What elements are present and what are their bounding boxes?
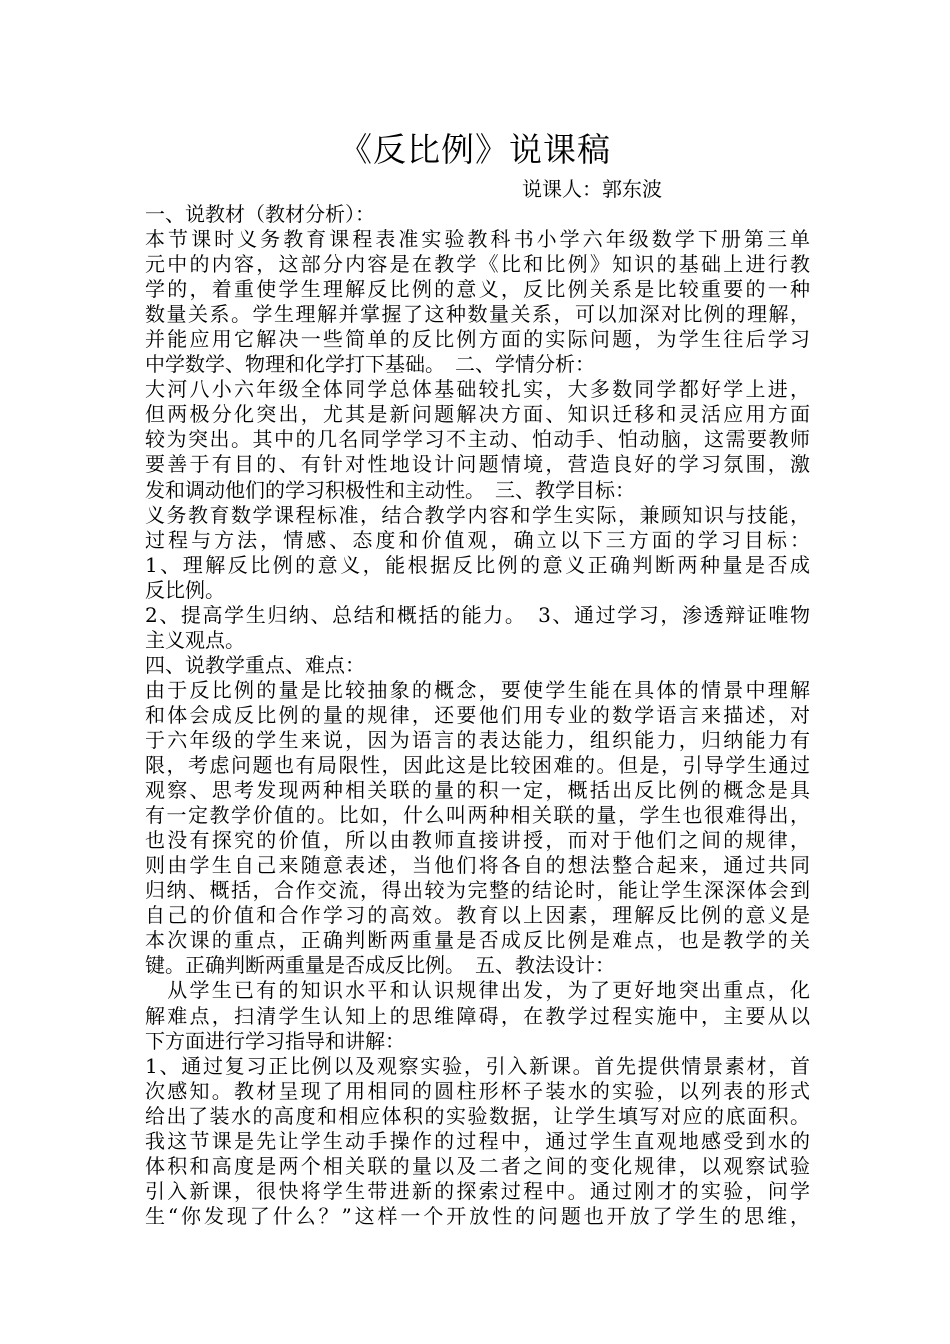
text-line: 我这节课是先让学生动手操作的过程中，通过学生直观地感受到水的 <box>145 1128 810 1153</box>
text-line: 较为突出。其中的几名同学学习不主动、怕动手、怕动脑，这需要教师 <box>145 427 810 452</box>
text-line: 四、说教学重点、难点： <box>145 652 365 677</box>
text-line: 过程与方法，情感、态度和价值观，确立以下三方面的学习目标： <box>145 527 810 552</box>
text-line: 本次课的重点，正确判断两重量是否成反比例是难点，也是教学的关 <box>145 928 810 953</box>
text-line: 1、通过复习正比例以及观察实验，引入新课。首先提供情景素材，首 <box>145 1053 810 1078</box>
text-line: 发和调动他们的学习积极性和主动性。 三、教学目标： <box>145 477 635 502</box>
text-line: 本节课时义务教育课程表准实验教科书小学六年级数学下册第三单 <box>145 227 810 252</box>
text-line: 但两极分化突出，尤其是新问题解决方面、知识迁移和灵活应用方面 <box>145 402 810 427</box>
text-line: 则由学生自己来随意表述，当他们将各自的想法整合起来，通过共同 <box>145 853 810 878</box>
document-body <box>145 202 810 1229</box>
document-title: 《反比例》说课稿 <box>339 130 611 169</box>
text-line: 于六年级的学生来说，因为语言的表达能力，组织能力，归纳能力有 <box>145 727 810 752</box>
text-line: 中学数学、物理和化学打下基础。 二、学情分析： <box>145 352 595 377</box>
text-line: 由于反比例的量是比较抽象的概念，要使学生能在具体的情景中理解 <box>145 677 810 702</box>
text-line: 给出了装水的高度和相应体积的实验数据，让学生填写对应的底面积。 <box>145 1103 810 1128</box>
text-line: 体积和高度是两个相关联的量以及二者之间的变化规律，以观察试验 <box>145 1153 810 1178</box>
text-line: 2、提高学生归纳、总结和概括的能力。 3、通过学习，渗透辩证唯物 <box>145 602 810 627</box>
text-line: 限，考虑问题也有局限性，因此这是比较困难的。但是，引导学生通过 <box>145 753 810 778</box>
text-line: 义务教育数学课程标准，结合教学内容和学生实际，兼顾知识与技能， <box>145 502 810 527</box>
text-line: 和体会成反比例的量的规律，还要他们用专业的数学语言来描述，对 <box>145 702 810 727</box>
text-line: 有一定教学价值的。比如，什么叫两种相关联的量，学生也很难得出， <box>145 803 810 828</box>
author-line: 说课人：郭东波 <box>522 177 662 201</box>
text-line: 数量关系。学生理解并掌握了这种数量关系，可以加深对比例的理解， <box>145 302 810 327</box>
text-line: 反比例。 <box>145 577 225 602</box>
text-line: 1、理解反比例的意义，能根据反比例的意义正确判断两种量是否成 <box>145 552 810 577</box>
text-line: 引入新课，很快将学生带进新的探索过程中。通过刚才的实验，问学 <box>145 1178 810 1203</box>
text-line: 主义观点。 <box>145 627 245 652</box>
text-line: 归纳、概括，合作交流，得出较为完整的结论时，能让学生深深体会到 <box>145 878 810 903</box>
text-line: 下方面进行学习指导和讲解： <box>145 1028 405 1053</box>
text-line: 一、说教材（教材分析）： <box>145 202 375 226</box>
text-line: 元中的内容，这部分内容是在教学《比和比例》知识的基础上进行教 <box>145 252 810 277</box>
text-line: 并能应用它解决一些简单的反比例方面的实际问题，为学生往后学习 <box>145 327 810 352</box>
text-line: 观察、思考发现两种相关联的量的积一定，概括出反比例的概念是具 <box>145 778 810 803</box>
text-line: 要善于有目的、有针对性地设计问题情境，营造良好的学习氛围，激 <box>145 452 810 477</box>
text-line: 学的，着重使学生理解反比例的意义，反比例关系是比较重要的一种 <box>145 277 810 302</box>
text-line: 从学生已有的知识水平和认识规律出发，为了更好地突出重点，化 <box>145 978 810 1003</box>
text-line: 次感知。教材呈现了用相同的圆柱形杯子装水的实验，以列表的形式 <box>145 1078 810 1103</box>
text-line: 生“你发现了什么？”这样一个开放性的问题也开放了学生的思维， <box>145 1203 810 1228</box>
text-line: 也没有探究的价值，所以由教师直接讲授，而对于他们之间的规律， <box>145 828 810 853</box>
text-line: 键。正确判断两重量是否成反比例。 五、教法设计： <box>145 953 615 978</box>
text-line: 自己的价值和合作学习的高效。教育以上因素，理解反比例的意义是 <box>145 903 810 928</box>
text-line: 大河八小六年级全体同学总体基础较扎实，大多数同学都好学上进， <box>145 377 810 402</box>
text-line: 解难点，扫清学生认知上的思维障碍，在教学过程实施中，主要从以 <box>145 1003 810 1028</box>
